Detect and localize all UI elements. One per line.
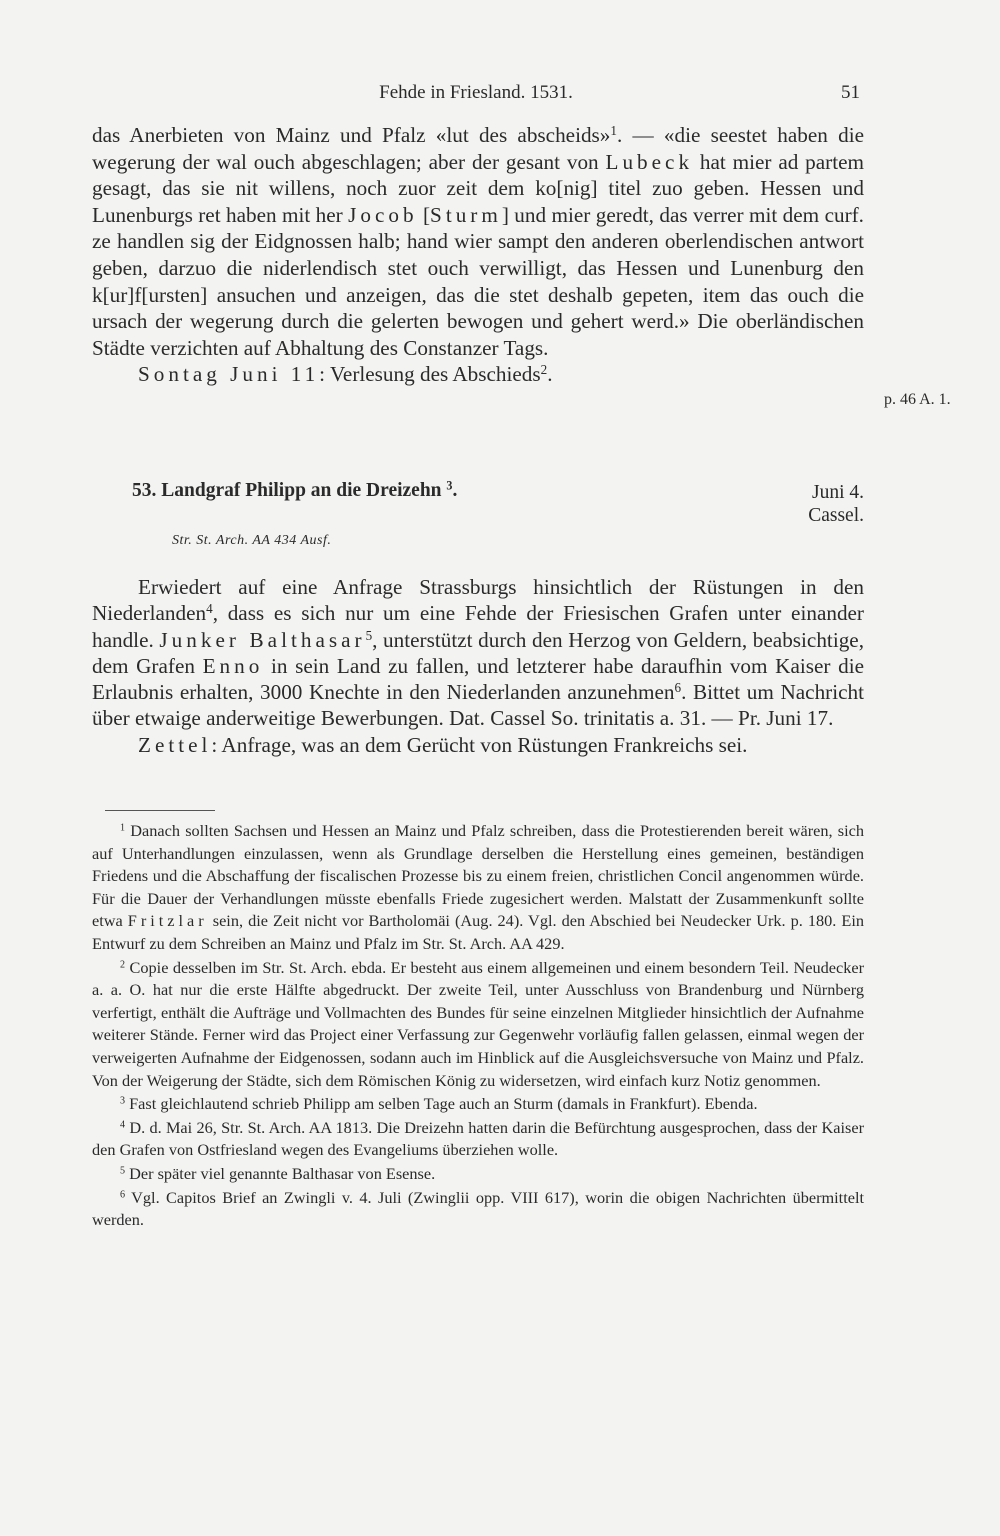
page-header [92, 80, 860, 110]
document-place: Cassel. [808, 505, 864, 526]
footnote-5: $^5$ Der später viel genannte Balthasar von Esense. [120, 1163, 436, 1183]
footnote-ref-1: 1 [610, 122, 617, 138]
footnote-3: $^3$ Fast gleichlautend schrieb Philipp am selben Tage auch an Sturm (damals in Frankfurt). Ebenda. [120, 1094, 758, 1114]
summary-paragraph: Erwiedert auf eine Anfrage Strassburgs hinsichtlich der Rüstungen in den Niederlanden$^4$, dass es sich nur um eine Fehde der Friesischen Grafen unter einander handle. Junker Balthasar$^5$, unterstützt durch den Herzog von Geldern, beabsichtige, dem Grafen Enno in sein Land zu fallen, und letzterer habe daraufhin vom Kaiser die Erlaubnis erhalten, 3000 Knechte in den Niederlanden anzunehmen$^6$. Bittet um Nachricht über etwaige anderweitige Bewerbungen. Dat. Cassel So. trinitatis a. 31. — Pr. Juni 17. [92, 575, 865, 731]
spaced-name-junker: Junker Balthasar [159, 627, 366, 652]
footnote-2: $^2$ Copie desselben im Str. St. Arch. ebda. Er besteht aus einem allgemeinen und einem besondern Teil. Neudecker a. a. O. hat nur die erste Hälfte abgedruckt. Der zweite Teil, unter Ausschluss von Brandenburg und Nürnberg verfertigt, enthält die Aufträge und Vollmachten des Bundes für seine einzelnen Mitglieder hinsichtlich der Aufnahme weiterer Stände. Ferner wird das Project einer Verfassung zur Gegenwehr vorläufig fallen gelassen, einmal wegen der verweigerten Aufnahme der Eidgenossen, sodann auch im Hinblick auf die Ausgleichsversuche von Mainz und Pfalz. Von der Weigerung der Städte, sich dem Römischen König zu widersetzen, wird einfach kurz Notiz genommen. [92, 957, 864, 1090]
footnote-ref-3: 3 [446, 478, 453, 493]
main-text [92, 122, 864, 388]
spaced-word-zettel: Zettel [138, 732, 212, 757]
page-number: 51 [841, 82, 860, 103]
footnote-6: $^6$ Vgl. Capitos Brief an Zwingli v. 4. Juli (Zwinglii opp. VIII 617), worin die obigen Nachrichten übermittelt werden. [92, 1187, 864, 1230]
footnote-4: $^4$ D. d. Mai 26, Str. St. Arch. AA 1813. Die Dreizehn hatten darin die Befürchtung ausgesprochen, dass der Kaiser den Grafen von Ostfriesland wegen des Evangeliums überziehen wolle. [92, 1117, 864, 1160]
spaced-name-lubeck: Lubeck [605, 149, 694, 174]
spaced-name-sturm: Sturm [430, 202, 502, 227]
document-summary [92, 574, 864, 758]
footnotes [92, 820, 864, 1233]
spaced-date-sontag: Sontag Juni 11 [138, 362, 320, 387]
footnote-ref-4: 4 [206, 601, 213, 617]
footnote-divider [105, 810, 215, 811]
paragraph-sontag: Sontag Juni 11: Verlesung des Abschieds$^2$. [138, 362, 553, 387]
running-title: Fehde in Friesland. 1531. [379, 82, 573, 103]
footnote-ref-5: 5 [365, 627, 373, 643]
archive-source: Str. St. Arch. AA 434 Ausf. [172, 533, 332, 548]
margin-note: p. 46 A. 1. [884, 391, 951, 408]
document-date: Juni 4. [811, 482, 864, 503]
document-heading: 53. Landgraf Philipp an die Dreizehn $^3$. [132, 478, 458, 501]
spaced-name-fritzlar: Fritzlar [127, 911, 208, 931]
zettel-paragraph: Zettel: Anfrage, was an dem Gerücht von Rüstungen Frankreichs sei. [138, 732, 748, 757]
footnote-ref-2: 2 [540, 362, 548, 378]
spaced-name-enno: Enno [202, 653, 264, 678]
paragraph-abschied: das Anerbieten von Mainz und Pfalz «lut des abscheids»$^1$. — «die seestet haben die wegerung der wal ouch abgeschlagen; aber der gesant von Lubeck hat mier ad partem gesagt, das sie nit willens, noch zuor zeit dem ko[nig] titel zuo geben. Hessen und Lunenburgs ret haben mit her Jocob [Sturm] und mier geredt, das verrer mit dem curf. ze handlen sig der Eidgnossen halb; hand wier sampt den anderen oberlendischen antwort geben, darzuo die niderlendisch stet ouch verwilligt, das Hessen und Lunenburg den k[ur]f[ursten] ansuchen und anzeigen, das die stet deshalb gepeten, item das ouch die ursach der wegerung durch die gelerten bewogen und gehert werd.» Die oberländischen Städte verzichten auf Abhaltung des Constanzer Tags. [92, 122, 864, 360]
document-date-place [808, 481, 864, 527]
footnote-1: $^1$ Danach sollten Sachsen und Hessen an Mainz und Pfalz schreiben, dass die Protestierenden bereit wären, sich auf Unterhandlungen einzulassen, wenn als Grundlage derselben die Herstellung eines gemeinen, beständigen Friedens und die Abschaffung der fiscalischen Prozesse bis zu einem freien, christlichen Concil angenommen würde. Für die Dauer der Verhandlungen müsste ebenfalls Friede zugesichert werden. Malstatt der Zusammenkunft sollte etwa Fritzlar sein, die Zeit nicht vor Bartholomäi (Aug. 24). Vgl. den Abschied bei Neudecker Urk. p. 180. Ein Entwurf zu dem Schreiben an Mainz und Pfalz im Str. St. Arch. AA 429. [92, 821, 865, 953]
footnote-ref-6: 6 [674, 679, 682, 695]
spaced-name-jocob: Jocob [348, 202, 418, 227]
